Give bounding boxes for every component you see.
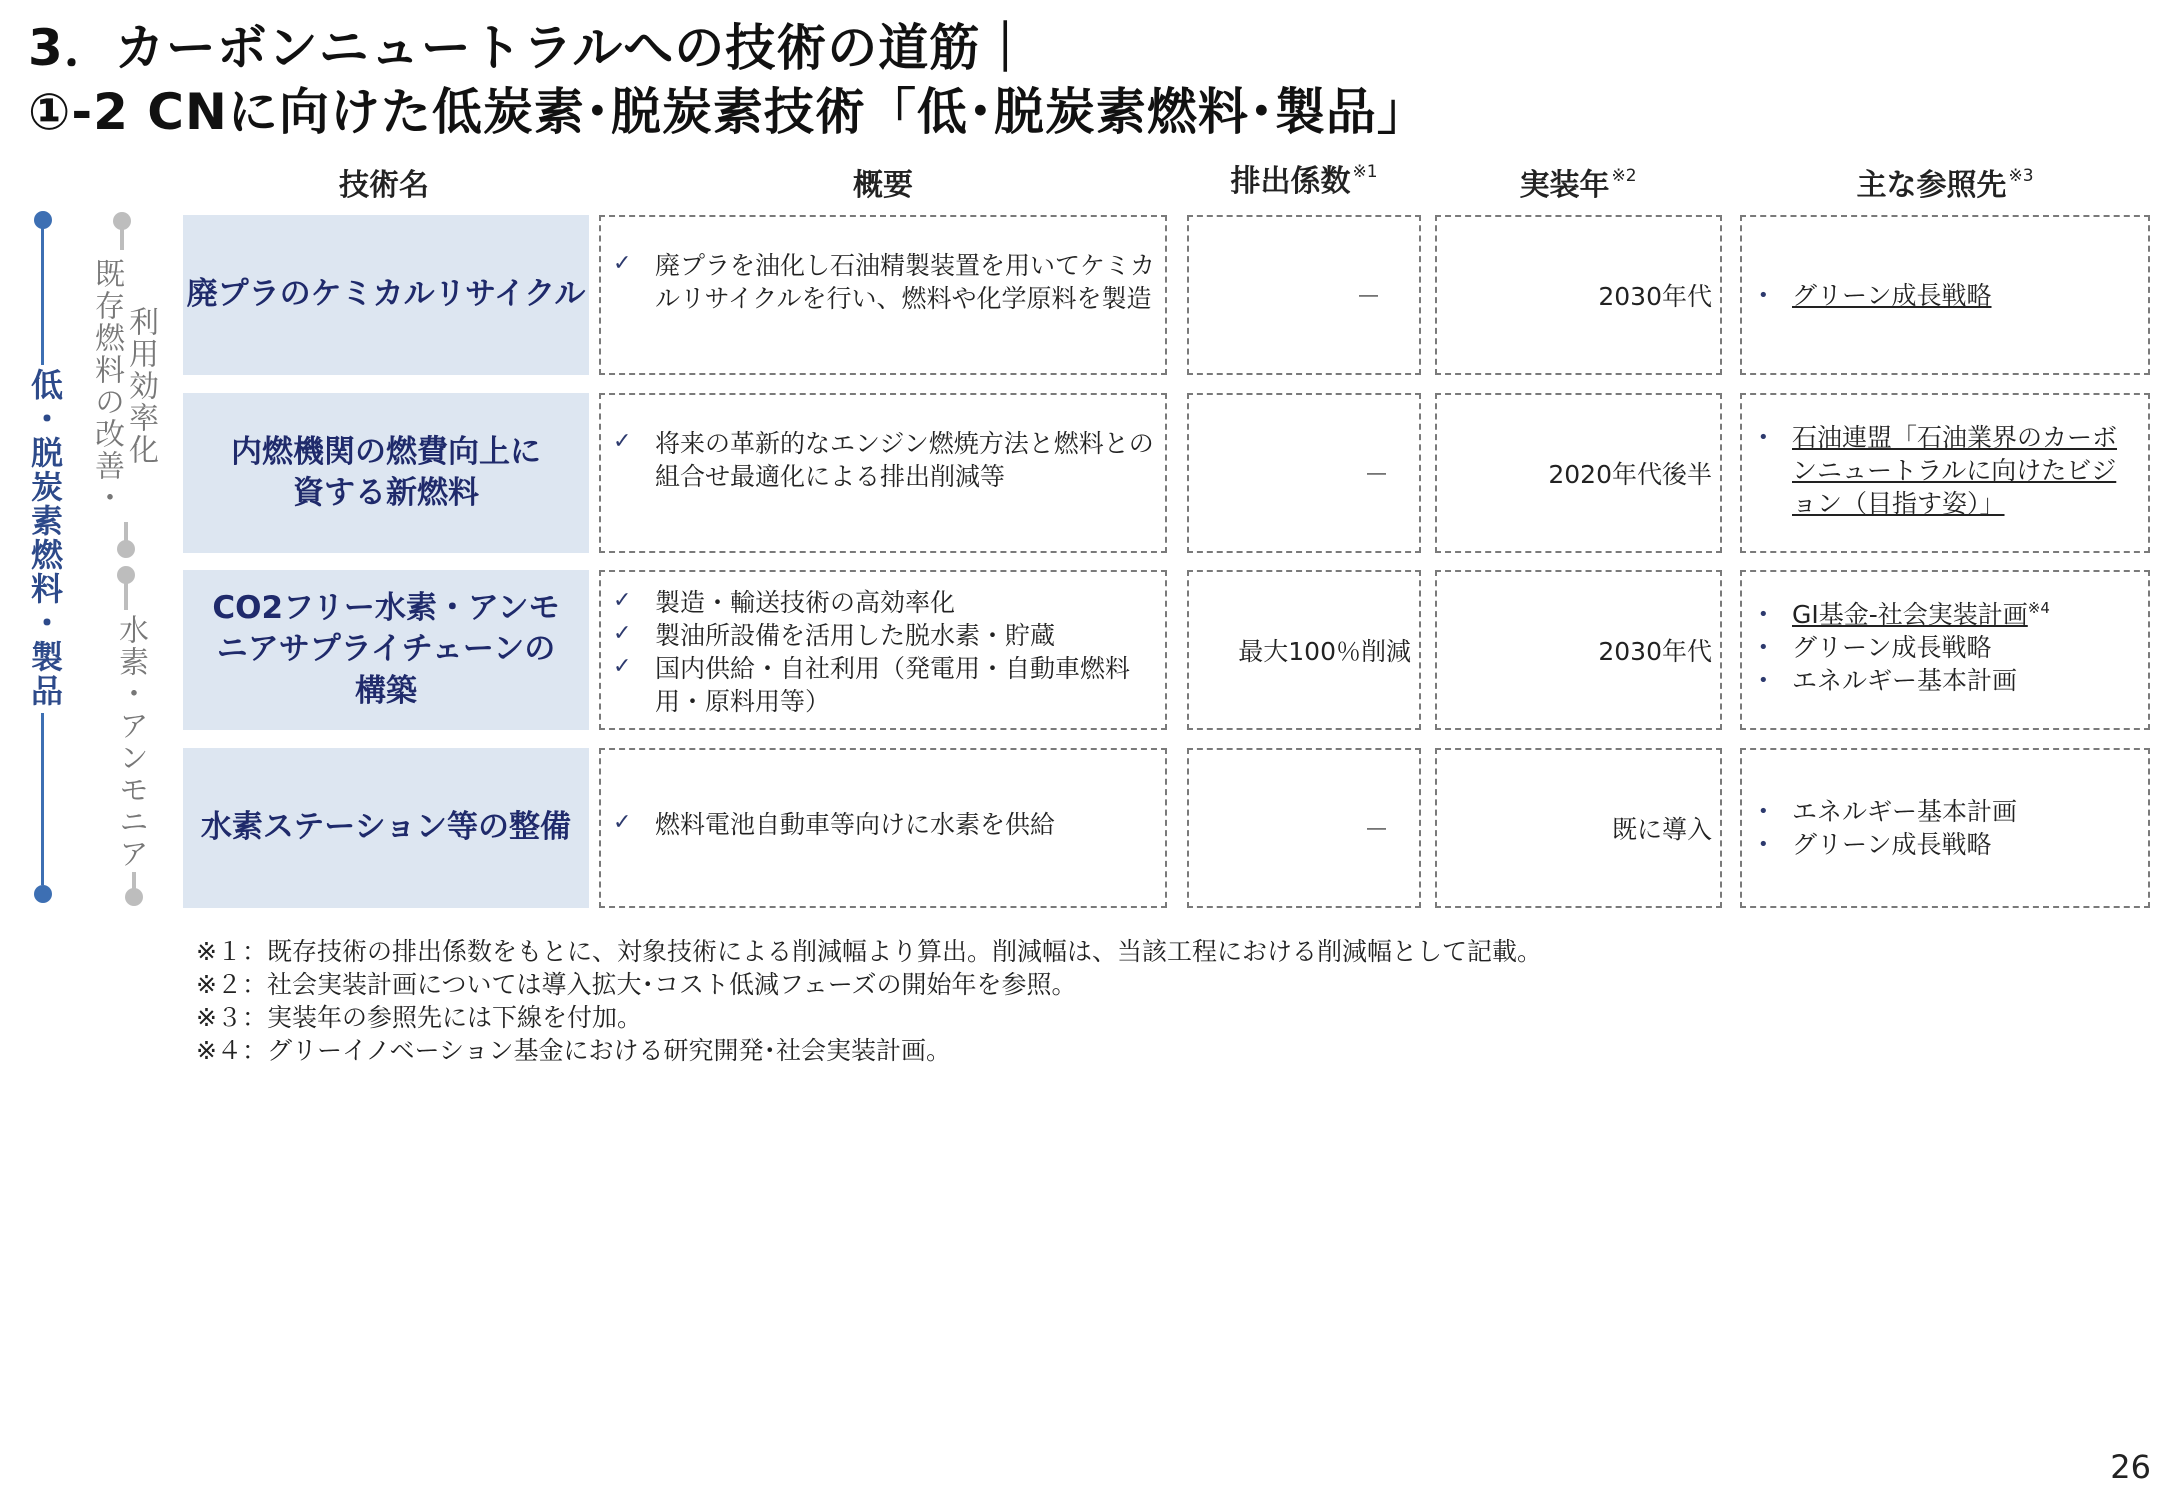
- ref-text: エネルギー基本計画: [1792, 797, 2018, 826]
- ref-item: [1752, 631, 2140, 664]
- subcategory1-line: [120, 226, 124, 250]
- summary-text: 廃プラを油化し石油精製装置を用いてケミカルリサイクルを行い、燃料や化学原料を製造: [655, 251, 1156, 313]
- emission-value: －: [1363, 460, 1389, 489]
- ref-item: [1752, 664, 2140, 697]
- category-end-dot: [34, 885, 52, 903]
- tech-name: 内燃機関の燃費向上に資する新燃料: [231, 433, 541, 511]
- summary-cell: [599, 748, 1167, 908]
- header-year-note: ※2: [1611, 166, 1637, 186]
- summary-cell: [599, 393, 1167, 553]
- category-line-top: [41, 225, 44, 365]
- subcategory2-end-dot: [125, 888, 143, 906]
- header-emission-note: ※1: [1352, 162, 1378, 182]
- summary-item: [611, 427, 1155, 493]
- footnote-3: ※３：実装年の参照先には下線を付加。: [196, 1003, 642, 1032]
- emission-cell: [1187, 748, 1421, 908]
- subcategory1-end-dot: [117, 540, 135, 558]
- emission-value: －: [1363, 815, 1389, 844]
- check-icon: ✓: [613, 251, 632, 276]
- ref-link[interactable]: グリーン成長戦略: [1792, 280, 1992, 310]
- bullet-icon: •: [1758, 801, 1769, 822]
- emission-cell: [1187, 570, 1421, 730]
- footnote-2: ※２：社会実装計画については導入拡大･コスト低減フェーズの開始年を参照。: [196, 970, 1077, 999]
- ref-item[interactable]: [1752, 598, 2140, 631]
- header-refs-note: ※3: [2008, 166, 2034, 186]
- year-cell: [1435, 215, 1722, 375]
- header-summary-label: 概要: [853, 168, 913, 203]
- category-line-bottom: [41, 713, 44, 885]
- emission-value: －: [1355, 282, 1381, 311]
- subcategory1-label-a: 利用効率化: [123, 306, 158, 466]
- header-refs-label: 主な参照先: [1856, 168, 2007, 203]
- year-cell: [1435, 570, 1722, 730]
- header-tech-label: 技術名: [339, 168, 429, 203]
- ref-item[interactable]: [1752, 279, 2140, 312]
- summary-text: 燃料電池自動車等向けに水素を供給: [655, 810, 1056, 839]
- ref-text: グリーン成長戦略: [1792, 830, 1992, 859]
- check-icon: ✓: [613, 429, 632, 454]
- year-cell: [1435, 393, 1722, 553]
- check-icon: ✓: [613, 621, 632, 646]
- refs-cell: [1740, 570, 2150, 730]
- footnote-1: ※１：既存技術の排出係数をもとに、対象技術による削減幅より算出。削減幅は、当該工程における削減幅として記載。: [196, 937, 1542, 966]
- title-line2: ①-2 CNに向けた低炭素･脱炭素技術「低･脱炭素燃料･製品」: [28, 83, 1428, 141]
- header-year-label: 実装年: [1519, 168, 1610, 203]
- year-cell: [1435, 748, 1722, 908]
- bullet-icon: •: [1758, 284, 1769, 306]
- year-value: 2030年代: [1598, 282, 1712, 311]
- summary-item: [611, 652, 1155, 718]
- emission-value: 最大100％削減: [1238, 637, 1411, 666]
- tech-name: 廃プラのケミカルリサイクル: [186, 276, 586, 313]
- header-refs: [1740, 160, 2150, 208]
- header-emission-label: 排出係数: [1230, 164, 1351, 199]
- refs-cell: [1740, 215, 2150, 375]
- ref-link[interactable]: 石油連盟「石油業界のカーボンニュートラルに向けたビジョン（目指す姿）」: [1792, 423, 2118, 518]
- header-tech: [183, 160, 585, 208]
- summary-item: [611, 619, 1155, 652]
- ref-link[interactable]: GI基金-社会実装計画: [1792, 600, 2028, 629]
- summary-text: 国内供給・自社利用（発電用・自動車燃料用・原料用等）: [655, 654, 1131, 716]
- tech-name-cell: [183, 570, 589, 730]
- summary-text: 製造・輸送技術の高効率化: [655, 588, 956, 617]
- tech-name-cell: [183, 748, 589, 908]
- subcategory1-label-b: 既存燃料の改善・: [89, 258, 124, 514]
- ref-note: ※4: [2027, 599, 2050, 617]
- check-icon: ✓: [613, 654, 632, 679]
- year-value: 既に導入: [1611, 815, 1712, 844]
- year-value: 2030年代: [1598, 637, 1712, 666]
- tech-name: CO2フリー水素・アンモニアサプライチェーンの構築: [212, 590, 560, 709]
- subcategory2-line: [124, 580, 128, 610]
- category-main-label: 低・脱炭素燃料・製品: [26, 368, 64, 708]
- summary-text: 将来の革新的なエンジン燃焼方法と燃料との組合せ最適化による排出削減等: [655, 429, 1154, 491]
- tech-name-cell: [183, 393, 589, 553]
- footnote-4: ※４：グリーイノベーション基金における研究開発･社会実装計画。: [196, 1036, 951, 1065]
- bullet-icon: •: [1758, 604, 1769, 625]
- summary-text: 製油所設備を活用した脱水素・貯蔵: [655, 621, 1056, 650]
- check-icon: ✓: [613, 588, 632, 613]
- ref-item[interactable]: [1752, 421, 2140, 520]
- summary-cell: [599, 570, 1167, 730]
- check-icon: ✓: [613, 810, 632, 835]
- ref-item: [1752, 828, 2140, 861]
- bullet-icon: •: [1758, 834, 1769, 855]
- summary-item: [611, 808, 1155, 841]
- bullet-icon: •: [1758, 427, 1769, 448]
- year-value: 2020年代後半: [1548, 460, 1712, 489]
- tech-name: 水素ステーション等の整備: [200, 809, 572, 846]
- ref-text: エネルギー基本計画: [1792, 666, 2018, 695]
- refs-cell: [1740, 748, 2150, 908]
- bullet-icon: •: [1758, 670, 1769, 691]
- header-summary: [599, 160, 1167, 208]
- header-year: [1434, 160, 1722, 208]
- bullet-icon: •: [1758, 637, 1769, 658]
- ref-item: [1752, 795, 2140, 828]
- header-emission: [1185, 156, 1423, 204]
- emission-cell: [1187, 393, 1421, 553]
- summary-item: [611, 249, 1155, 315]
- summary-item: [611, 586, 1155, 619]
- summary-cell: [599, 215, 1167, 375]
- emission-cell: [1187, 215, 1421, 375]
- subcategory2-label: 水素・アンモニア: [113, 614, 148, 870]
- refs-cell: [1740, 393, 2150, 553]
- tech-name-cell: [183, 215, 589, 375]
- footnotes: [196, 935, 1542, 1067]
- ref-text: グリーン成長戦略: [1792, 633, 1992, 662]
- title-line1: 3．カーボンニュートラルへの技術の道筋｜: [28, 19, 1032, 77]
- page-number: 26: [2110, 1448, 2151, 1486]
